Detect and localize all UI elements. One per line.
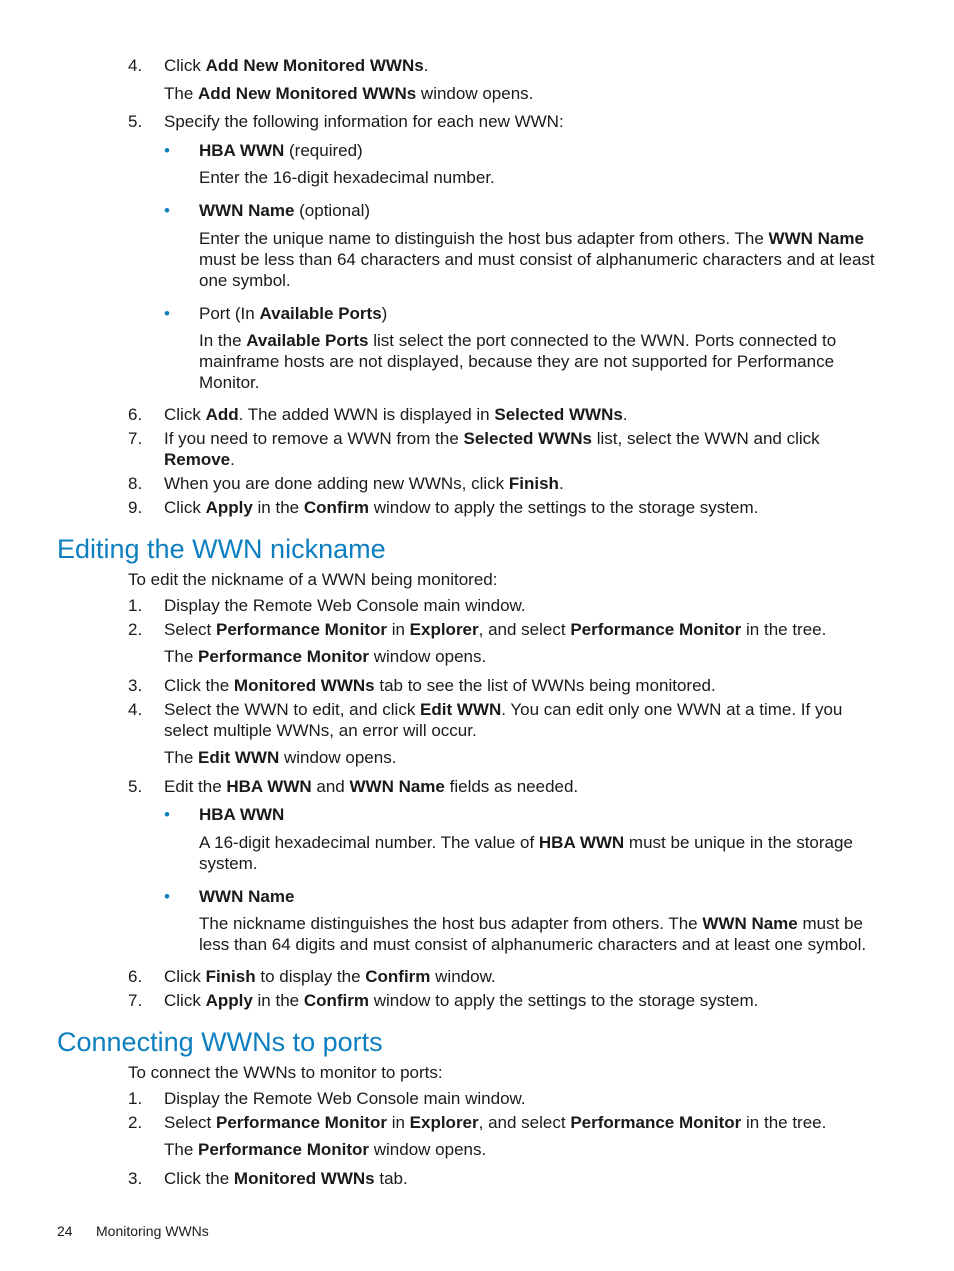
step-number: 9. — [128, 498, 143, 517]
step-number: 5. — [128, 112, 143, 131]
step-text: If you need to remove a WWN from the Selected WWNs list, select the WWN and click — [164, 429, 820, 448]
step-number: 3. — [128, 676, 143, 695]
bullet-description: The nickname distinguishes the host bus adapter from others. The WWN Name must be — [199, 914, 863, 933]
step-text: Click Apply in the Confirm window to apply the settings to the storage system. — [164, 991, 759, 1010]
step-text: Click Add. The added WWN is displayed in Selected WWNs. — [164, 405, 628, 424]
bullet-description: Enter the 16-digit hexadecimal number. — [199, 168, 495, 187]
step-number: 7. — [128, 991, 143, 1010]
bullet-item: HBA WWN — [199, 805, 285, 824]
bullet-item: Port (In Available Ports) — [199, 304, 388, 323]
step-number: 1. — [128, 596, 143, 615]
step-text: Specify the following information for each new WWN: — [164, 112, 564, 131]
bullet-description: less than 64 digits and must consist of alphanumeric characters and at least one symbol. — [199, 935, 867, 954]
step-text: Edit the HBA WWN and WWN Name fields as needed. — [164, 777, 579, 796]
step-text: select multiple WWNs, an error will occur. — [164, 721, 477, 740]
step-text: Remove. — [164, 450, 235, 469]
section-intro: To edit the nickname of a WWN being monitored: — [128, 570, 498, 589]
step-text: Select Performance Monitor in Explorer, and select Performance Monitor in the tree. — [164, 620, 827, 639]
bullet-description: In the Available Ports list select the port connected to the WWN. Ports connected to — [199, 331, 837, 350]
section-intro: To connect the WWNs to monitor to ports: — [128, 1063, 443, 1082]
step-text: Click the Monitored WWNs tab. — [164, 1169, 408, 1188]
bullet-icon: • — [164, 141, 170, 160]
step-number: 4. — [128, 700, 143, 719]
step-number: 6. — [128, 405, 143, 424]
step-number: 6. — [128, 967, 143, 986]
step-text: Display the Remote Web Console main window. — [164, 1089, 526, 1108]
bullet-description: A 16-digit hexadecimal number. The value of HBA WWN must be unique in the storage — [199, 833, 853, 852]
bullet-item: WWN Name (optional) — [199, 201, 371, 220]
step-number: 1. — [128, 1089, 143, 1108]
bullet-description: mainframe hosts are not displayed, because they are not supported for Performance — [199, 352, 835, 371]
section-heading: Connecting WWNs to ports — [57, 1027, 383, 1057]
bullet-description: must be less than 64 characters and must consist of alphanumeric characters and at least — [199, 250, 875, 269]
page-number: 24 — [57, 1223, 73, 1239]
step-text: When you are done adding new WWNs, click Finish. — [164, 474, 564, 493]
bullet-icon: • — [164, 304, 170, 323]
step-text: Click Finish to display the Confirm window. — [164, 967, 496, 986]
step-result: The Performance Monitor window opens. — [164, 647, 487, 666]
step-number: 8. — [128, 474, 143, 493]
bullet-description: Monitor. — [199, 373, 260, 392]
step-number: 5. — [128, 777, 143, 796]
bullet-item: HBA WWN (required) — [199, 141, 363, 160]
step-result: The Performance Monitor window opens. — [164, 1140, 487, 1159]
bullet-description: system. — [199, 854, 258, 873]
step-text: Select Performance Monitor in Explorer, and select Performance Monitor in the tree. — [164, 1113, 827, 1132]
bullet-icon: • — [164, 887, 170, 906]
step-text: Click Apply in the Confirm window to apply the settings to the storage system. — [164, 498, 759, 517]
bullet-icon: • — [164, 805, 170, 824]
step-result: The Add New Monitored WWNs window opens. — [164, 84, 534, 103]
step-number: 4. — [128, 56, 143, 75]
step-text: Click the Monitored WWNs tab to see the list of WWNs being monitored. — [164, 676, 716, 695]
step-number: 2. — [128, 620, 143, 639]
step-number: 3. — [128, 1169, 143, 1188]
step-text: Select the WWN to edit, and click Edit WWN. You can edit only one WWN at a time. If you — [164, 700, 843, 719]
bullet-item: WWN Name — [199, 887, 295, 906]
section-heading: Editing the WWN nickname — [57, 534, 386, 564]
footer-section-title: Monitoring WWNs — [96, 1223, 209, 1239]
bullet-description: Enter the unique name to distinguish the host bus adapter from others. The WWN Name — [199, 229, 864, 248]
step-number: 2. — [128, 1113, 143, 1132]
bullet-description: one symbol. — [199, 271, 291, 290]
step-text: Display the Remote Web Console main window. — [164, 596, 526, 615]
bullet-icon: • — [164, 201, 170, 220]
step-text: Click Add New Monitored WWNs. — [164, 56, 429, 75]
step-result: The Edit WWN window opens. — [164, 748, 397, 767]
step-number: 7. — [128, 429, 143, 448]
